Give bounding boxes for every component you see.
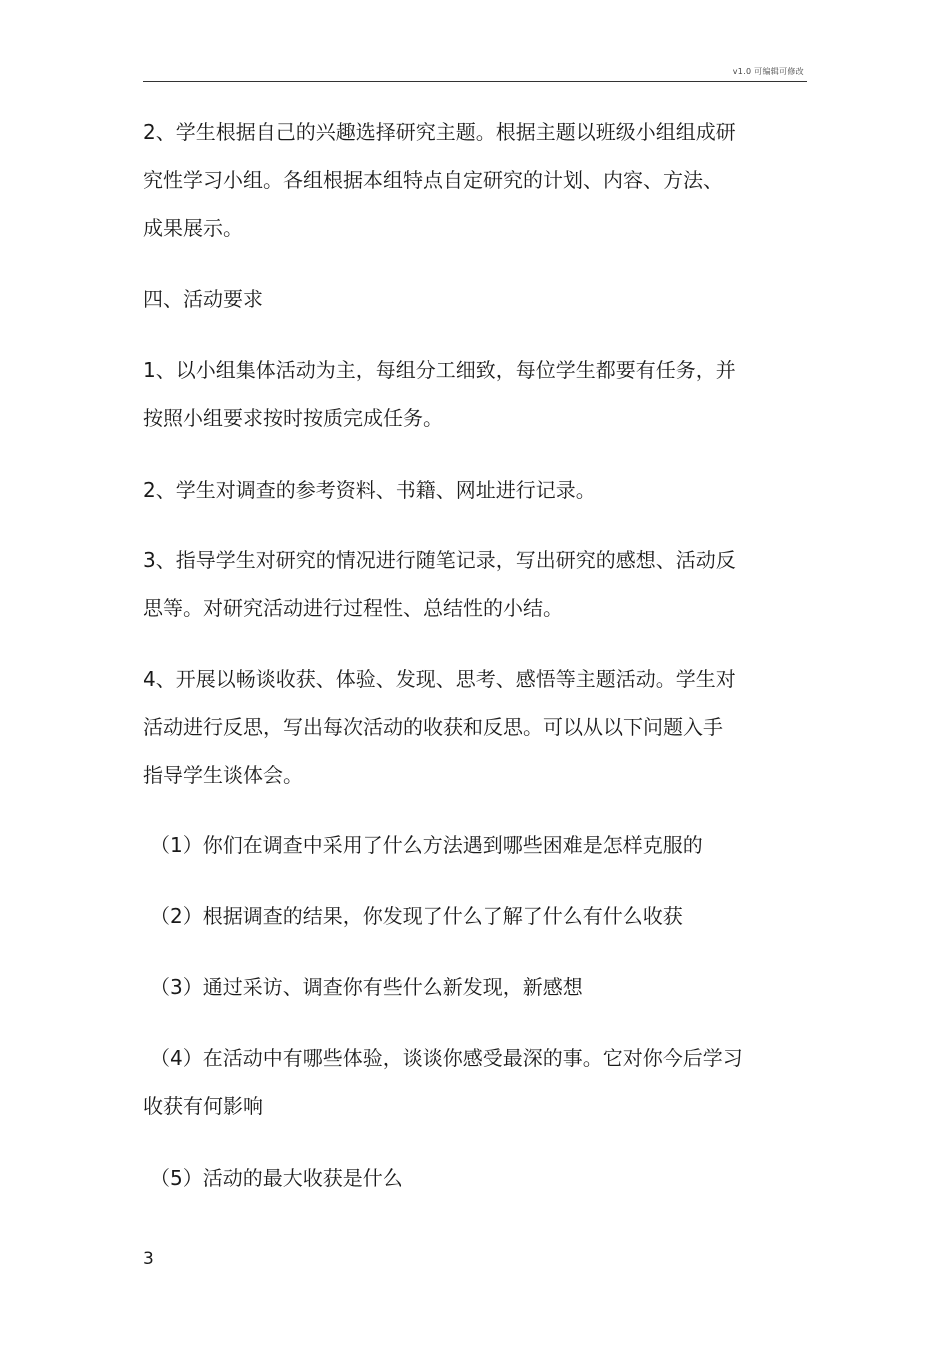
version-note: v1.0 可编辑可修改 (732, 67, 804, 76)
text-line: 3、指导学生对研究的情况进行随笔记录，写出研究的感想、活动反 (143, 548, 736, 572)
text-line: 思等。对研究活动进行过程性、总结性的小结。 (143, 596, 563, 620)
question-item: （5）活动的最大收获是什么 (150, 1166, 403, 1190)
question-item: （3）通过采访、调查你有些什么新发现，新感想 (150, 975, 583, 999)
question-item: （2）根据调查的结果，你发现了什么了解了什么有什么收获 (150, 904, 683, 928)
text-line: 究性学习小组。各组根据本组特点自定研究的计划、内容、方法、 (143, 168, 723, 192)
question-item: （1）你们在调查中采用了什么方法遇到哪些困难是怎样克服的 (150, 833, 703, 857)
header-rule (143, 81, 807, 82)
text-line: 2、学生根据自己的兴趣选择研究主题。根据主题以班级小组组成研 (143, 120, 736, 144)
text-line: 收获有何影响 (143, 1094, 263, 1118)
text-line: 活动进行反思，写出每次活动的收获和反思。可以从以下问题入手 (143, 715, 723, 739)
text-line: 2、学生对调查的参考资料、书籍、网址进行记录。 (143, 478, 596, 502)
text-line: 指导学生谈体会。 (143, 763, 303, 787)
question-item: （4）在活动中有哪些体验，谈谈你感受最深的事。它对你今后学习 (150, 1046, 743, 1070)
section-heading: 四、活动要求 (143, 287, 263, 311)
text-line: 1、以小组集体活动为主，每组分工细致，每位学生都要有任务，并 (143, 358, 736, 382)
text-line: 4、开展以畅谈收获、体验、发现、思考、感悟等主题活动。学生对 (143, 667, 736, 691)
page-number: 3 (143, 1249, 154, 1269)
text-line: 成果展示。 (143, 216, 243, 240)
text-line: 按照小组要求按时按质完成任务。 (143, 406, 443, 430)
